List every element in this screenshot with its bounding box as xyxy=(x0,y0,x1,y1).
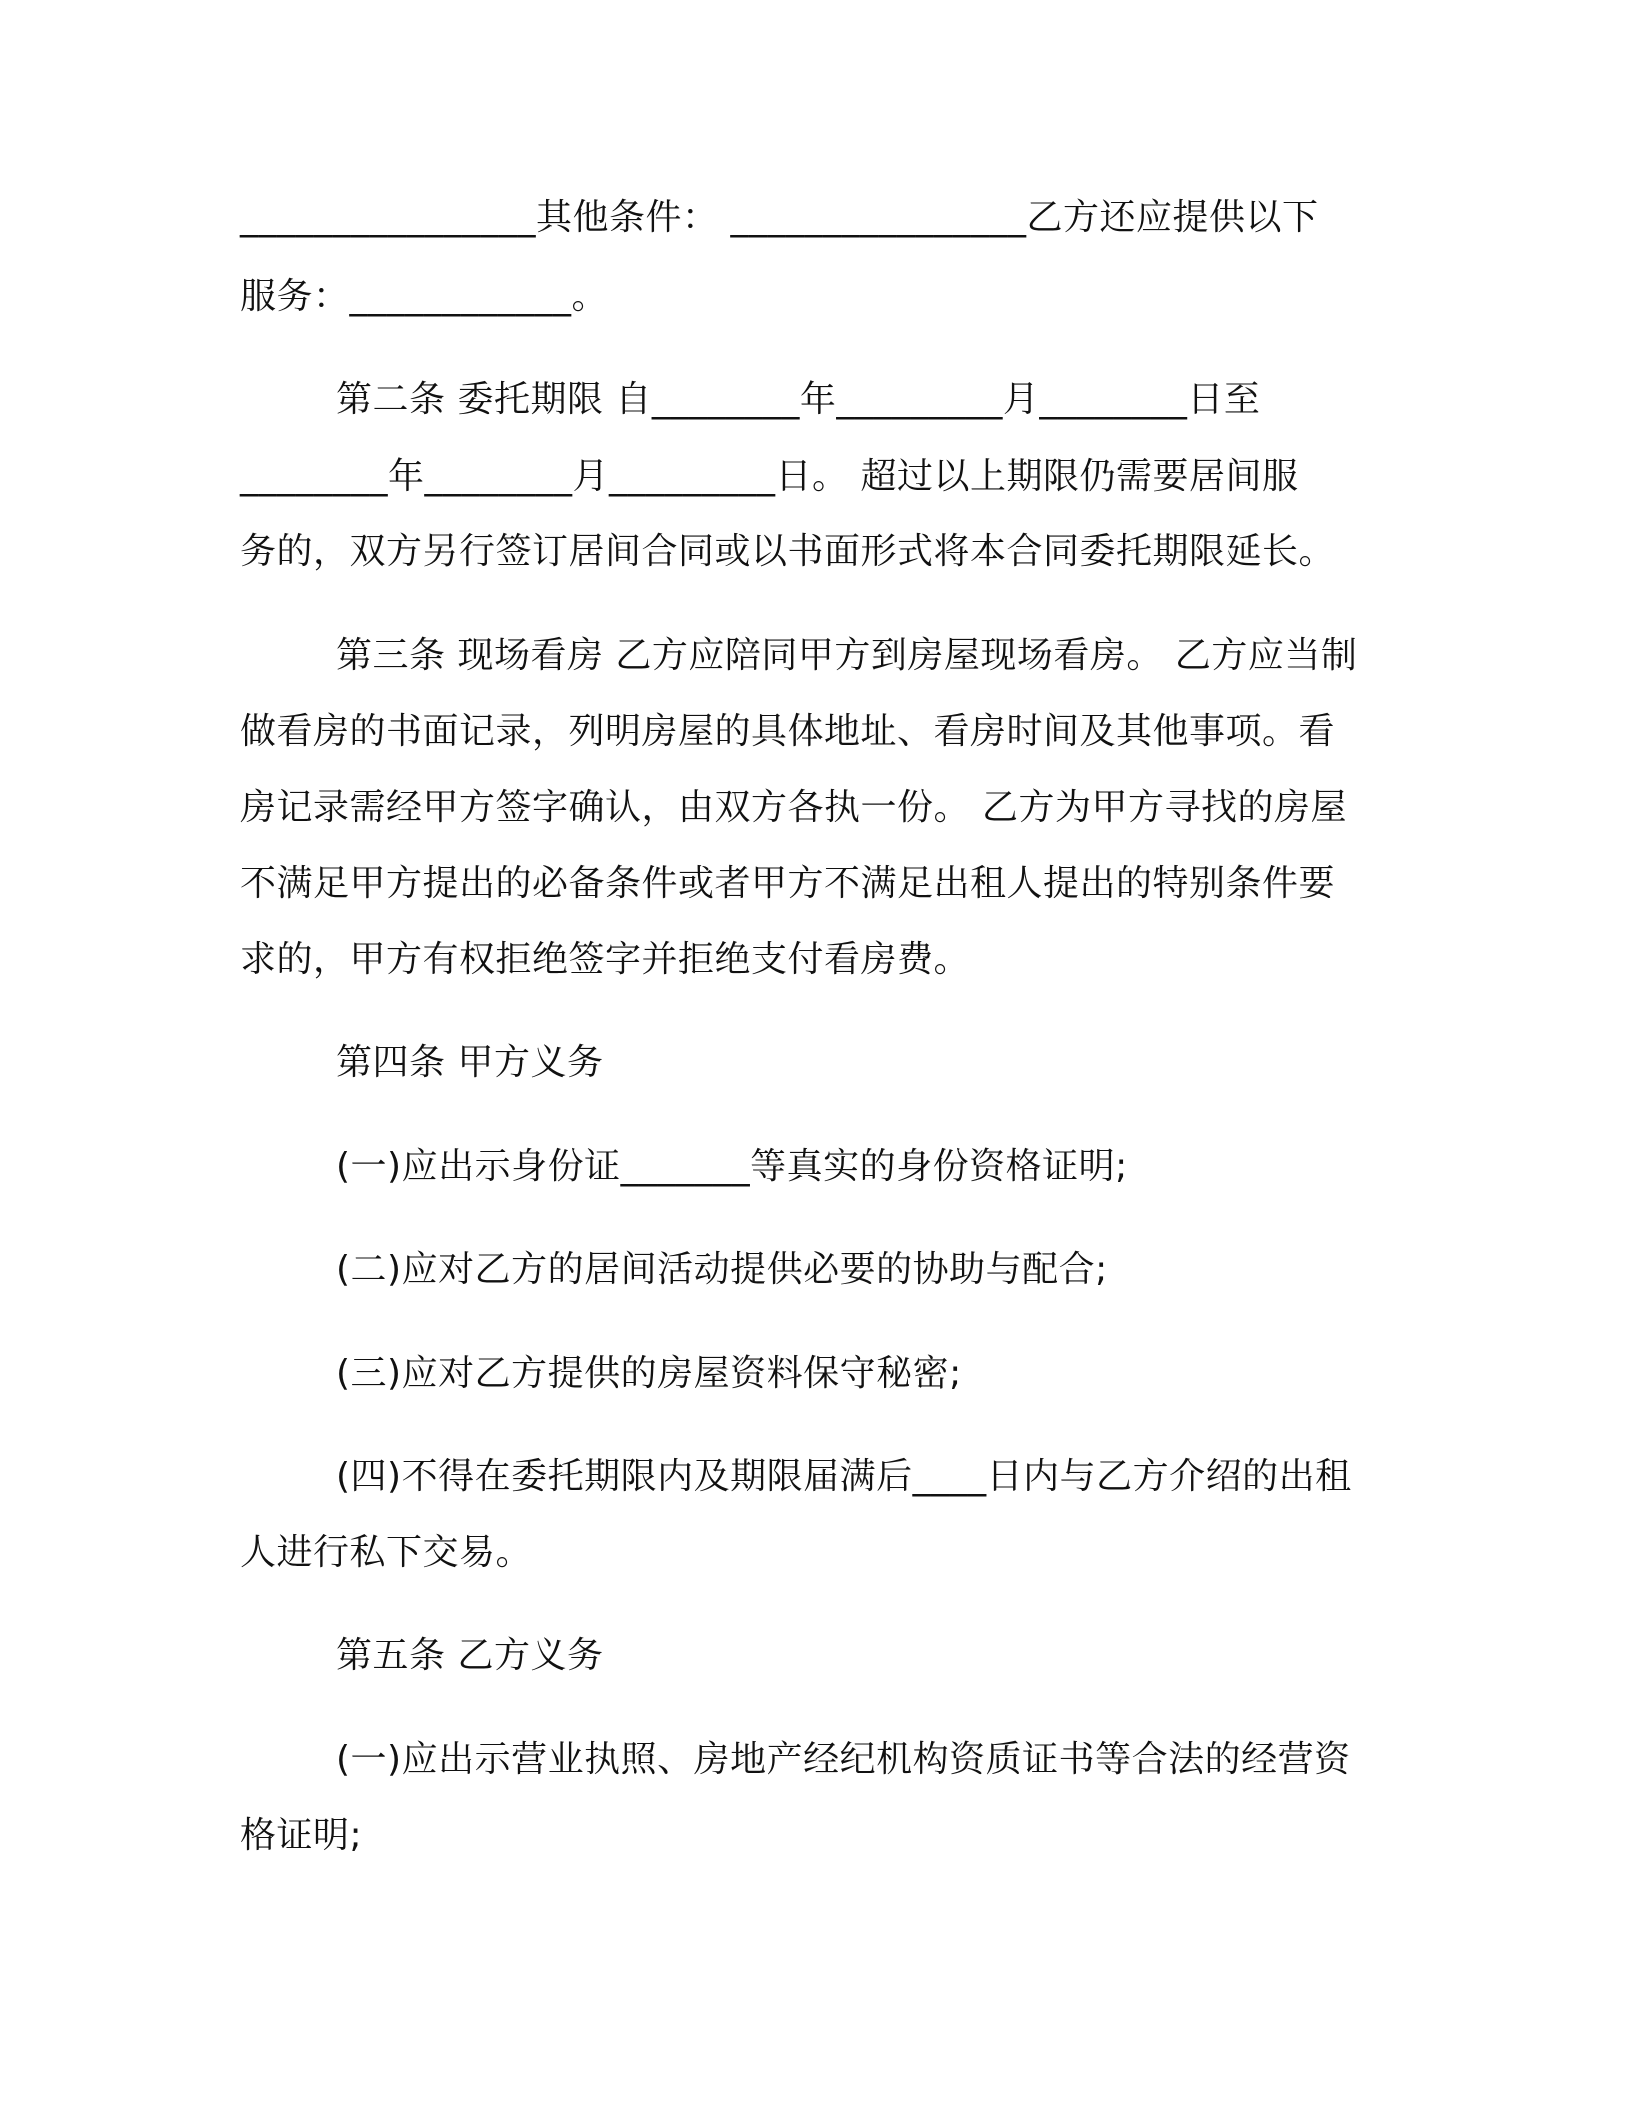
list-item: (四)不得在委托期限内及期限届满后____日内与乙方介绍的出租 xyxy=(336,1456,1352,1497)
text-line: 不满足甲方提出的必备条件或者甲方不满足出租人提出的特别条件要 xyxy=(240,863,1336,904)
text-line: 务的，双方另行签订居间合同或以书面形式将本合同委托期限延长。 xyxy=(240,531,1336,572)
article-3-heading-line: 第三条 现场看房 乙方应陪同甲方到房屋现场看房。 乙方应当制 xyxy=(336,635,1358,676)
text-line: 格证明; xyxy=(240,1815,363,1856)
article-4-heading: 第四条 甲方义务 xyxy=(336,1042,604,1083)
article-2-heading-line: 第二条 委托期限 自________年_________月________日至 xyxy=(336,379,1261,420)
text-line: 房记录需经甲方签字确认，由双方各执一份。 乙方为甲方寻找的房屋 xyxy=(240,787,1347,828)
text-line: ________________其他条件： ________________乙方还应提供以下 xyxy=(240,197,1319,238)
text-line: 服务：____________。 xyxy=(240,276,609,317)
text-line: 人进行私下交易。 xyxy=(240,1532,533,1573)
list-item: (三)应对乙方提供的房屋资料保守秘密; xyxy=(336,1353,962,1394)
text-line: 做看房的书面记录，列明房屋的具体地址、看房时间及其他事项。看 xyxy=(240,711,1336,752)
article-5-heading: 第五条 乙方义务 xyxy=(336,1635,604,1676)
list-item: (二)应对乙方的居间活动提供必要的协助与配合; xyxy=(336,1249,1108,1290)
text-line: 求的，甲方有权拒绝签字并拒绝支付看房费。 xyxy=(240,939,971,980)
list-item: (一)应出示身份证_______等真实的身份资格证明; xyxy=(336,1146,1128,1187)
list-item: (一)应出示营业执照、房地产经纪机构资质证书等合法的经营资 xyxy=(336,1739,1351,1780)
text-line: ________年________月_________日。 超过以上期限仍需要居间服 xyxy=(240,456,1299,497)
